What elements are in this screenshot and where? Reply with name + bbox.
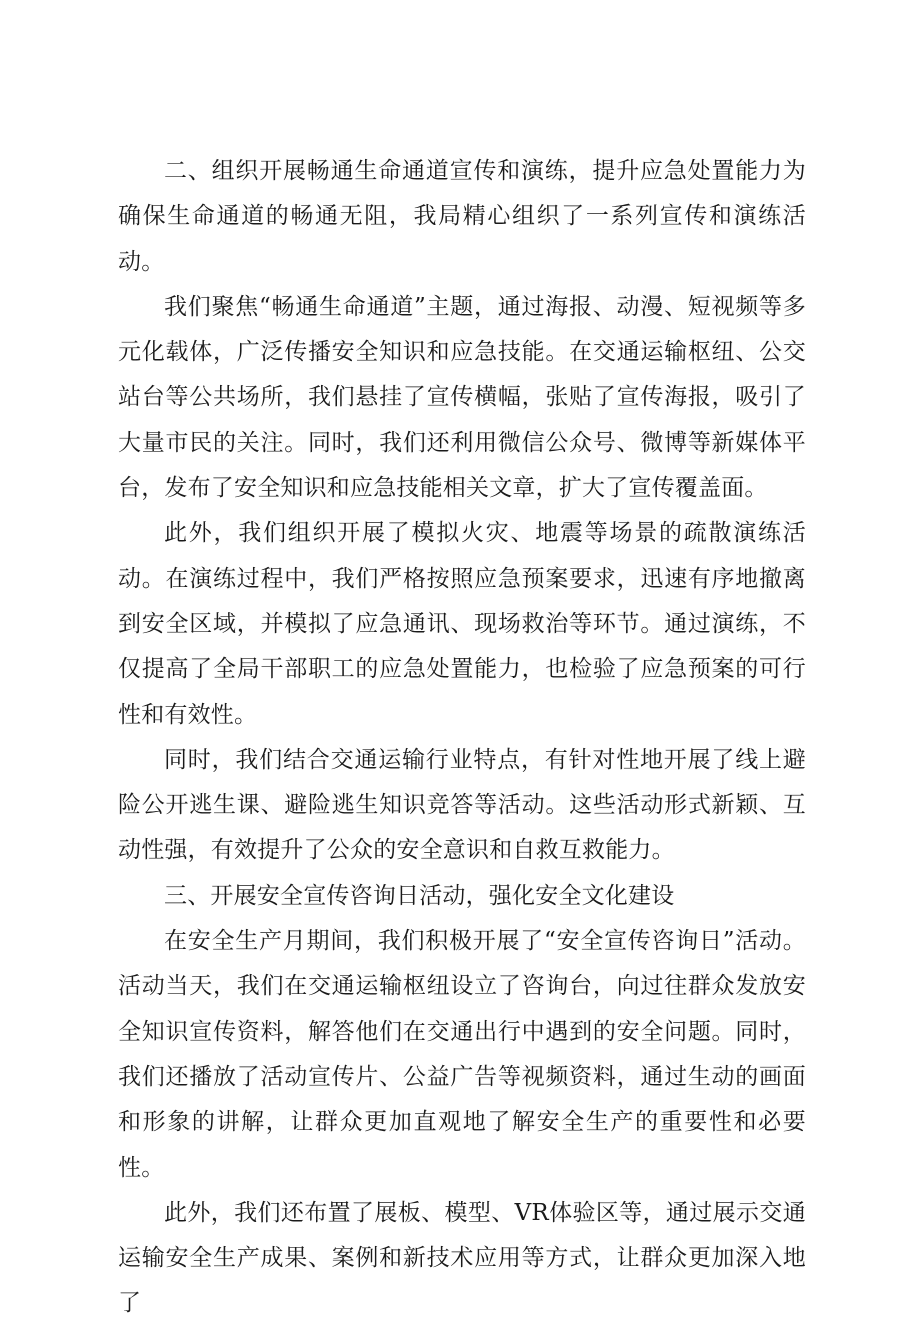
paragraph-exhibition: 此外，我们还布置了展板、模型、VR体验区等，通过展示交通运输安全生产成果、案例和新技术应用等方式，让群众更加深入地了 [118, 1199, 806, 1317]
paragraph-section-two-heading: 二、组织开展畅通生命通道宣传和演练，提升应急处置能力为确保生命通道的畅通无阻，我局精心组织了一系列宣传和演练活动。 [118, 158, 806, 275]
paragraph-consultation-day: 在安全生产月期间，我们积极开展了“安全宣传咨询日”活动。活动当天，我们在交通运输枢纽设立了咨询台，向过往群众发放安全知识宣传资料，解答他们在交通出行中遇到的安全问题。同时，我们还播放了活动宣传片、公益广告等视频资料，通过生动的画面和形象的讲解，让群众更加直观地了解安全生产的重要性和必要性。 [118, 928, 806, 1181]
paragraph-section-three-heading: 三、开展安全宣传咨询日活动，强化安全文化建设 [164, 882, 675, 909]
paragraph-drill: 此外，我们组织开展了模拟火灾、地震等场景的疏散演练活动。在演练过程中，我们严格按照应急预案要求，迅速有序地撤离到安全区域，并模拟了应急通讯、现场救治等环节。通过演练，不仅提高了全局干部职工的应急处置能力，也检验了应急预案的可行性和有效性。 [118, 520, 806, 728]
paragraph-online-activities: 同时，我们结合交通运输行业特点，有针对性地开展了线上避险公开逃生课、避险逃生知识竞答等活动。这些活动形式新颖、互动性强，有效提升了公众的安全意识和自救互救能力。 [118, 746, 806, 864]
document-body [118, 149, 806, 1327]
paragraph-publicity: 我们聚焦“畅通生命通道”主题，通过海报、动漫、短视频等多元化载体，广泛传播安全知识和应急技能。在交通运输枢纽、公交站台等公共场所，我们悬挂了宣传横幅，张贴了宣传海报，吸引了大量市民的关注。同时，我们还利用微信公众号、微博等新媒体平台，发布了安全知识和应急技能相关文章，扩大了宣传覆盖面。 [118, 293, 806, 502]
